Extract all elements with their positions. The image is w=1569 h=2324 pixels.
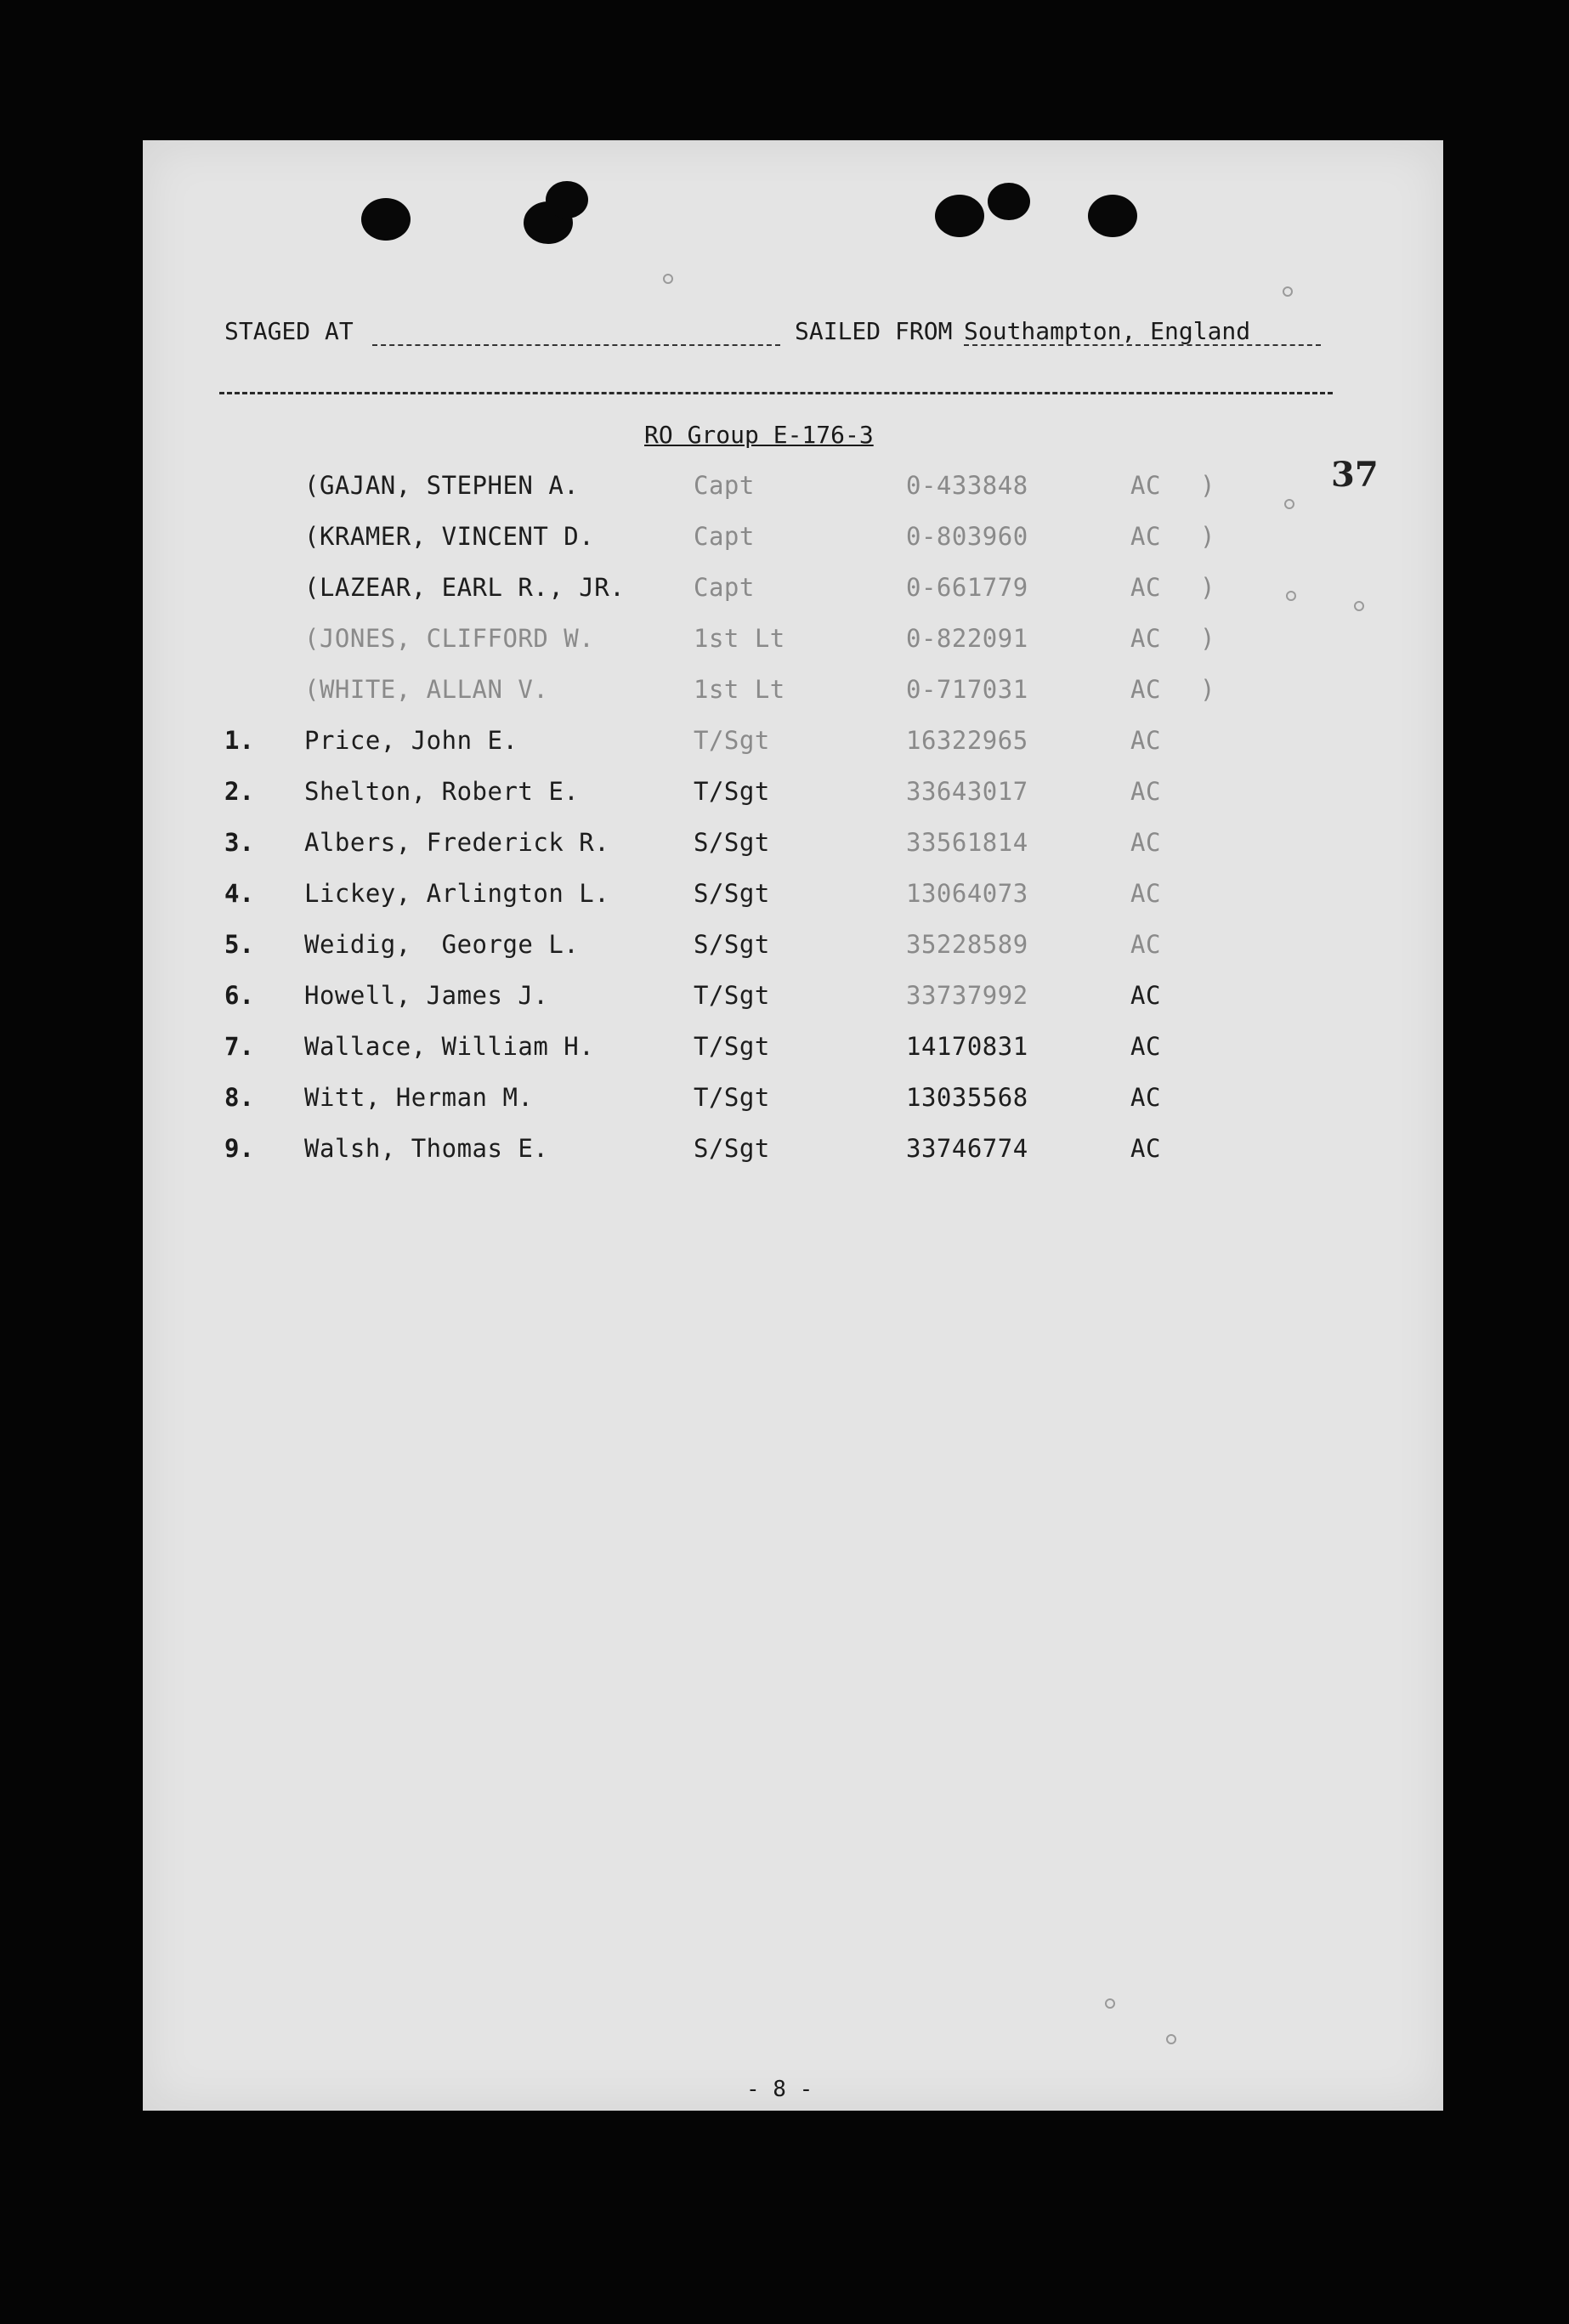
officer-name: (JONES, CLIFFORD W. (304, 624, 595, 653)
officer-rank: Capt (694, 522, 755, 551)
enlisted-rank: S/Sgt (694, 879, 770, 908)
sailed-from-value: Southampton, England (964, 317, 1251, 345)
officer-serial: 0-717031 (906, 675, 1028, 704)
punch-hole (988, 183, 1030, 220)
enlisted-name: Weidig, George L. (304, 930, 580, 959)
officer-bracket: ) (1200, 522, 1215, 551)
speck (1166, 2034, 1176, 2044)
enlisted-branch: AC (1130, 726, 1161, 755)
speck (1284, 499, 1294, 509)
document-page (143, 140, 1443, 2111)
punch-hole (1088, 195, 1137, 237)
enlisted-branch: AC (1130, 981, 1161, 1010)
row-number: 9. (224, 1134, 254, 1163)
header-rule (219, 392, 1333, 394)
enlisted-name: Price, John E. (304, 726, 518, 755)
row-number: 6. (224, 981, 254, 1010)
enlisted-serial: 35228589 (906, 930, 1028, 959)
row-number: 8. (224, 1083, 254, 1112)
page-number: - 8 - (746, 2077, 813, 2102)
enlisted-rank: T/Sgt (694, 777, 770, 806)
speck (1354, 601, 1364, 611)
enlisted-serial: 13064073 (906, 879, 1028, 908)
officer-branch: AC (1130, 471, 1161, 500)
enlisted-serial: 14170831 (906, 1032, 1028, 1061)
staged-at-label: STAGED AT (224, 317, 354, 345)
enlisted-branch: AC (1130, 1032, 1161, 1061)
officer-serial: 0-822091 (906, 624, 1028, 653)
row-number: 5. (224, 930, 254, 959)
officer-branch: AC (1130, 522, 1161, 551)
enlisted-rank: T/Sgt (694, 1083, 770, 1112)
officer-bracket: ) (1200, 471, 1215, 500)
row-number: 4. (224, 879, 254, 908)
enlisted-serial: 33561814 (906, 828, 1028, 857)
row-number: 1. (224, 726, 254, 755)
page-stamp: 37 (1331, 455, 1379, 495)
enlisted-name: Witt, Herman M. (304, 1083, 534, 1112)
enlisted-rank: S/Sgt (694, 828, 770, 857)
enlisted-branch: AC (1130, 1083, 1161, 1112)
officer-rank: Capt (694, 573, 755, 602)
row-number: 3. (224, 828, 254, 857)
enlisted-branch: AC (1130, 828, 1161, 857)
officer-branch: AC (1130, 675, 1161, 704)
enlisted-name: Albers, Frederick R. (304, 828, 610, 857)
enlisted-branch: AC (1130, 777, 1161, 806)
punch-hole (546, 181, 588, 218)
enlisted-rank: S/Sgt (694, 930, 770, 959)
enlisted-name: Howell, James J. (304, 981, 549, 1010)
officer-rank: 1st Lt (694, 624, 785, 653)
enlisted-serial: 33737992 (906, 981, 1028, 1010)
officer-branch: AC (1130, 573, 1161, 602)
enlisted-serial: 16322965 (906, 726, 1028, 755)
enlisted-serial: 33746774 (906, 1134, 1028, 1163)
row-number: 7. (224, 1032, 254, 1061)
speck (1283, 286, 1293, 297)
enlisted-name: Lickey, Arlington L. (304, 879, 610, 908)
staged-at-blank (372, 344, 780, 346)
officer-rank: Capt (694, 471, 755, 500)
speck (663, 274, 673, 284)
enlisted-rank: T/Sgt (694, 1032, 770, 1061)
sailed-from-underline (964, 344, 1321, 346)
officer-name: (WHITE, ALLAN V. (304, 675, 549, 704)
sailed-from-label: SAILED FROM (795, 317, 953, 345)
enlisted-branch: AC (1130, 1134, 1161, 1163)
punch-hole (361, 198, 411, 241)
officer-serial: 0-661779 (906, 573, 1028, 602)
group-title: RO Group E-176-3 (644, 421, 874, 449)
enlisted-serial: 33643017 (906, 777, 1028, 806)
officer-name: (KRAMER, VINCENT D. (304, 522, 595, 551)
enlisted-serial: 13035568 (906, 1083, 1028, 1112)
enlisted-rank: T/Sgt (694, 726, 770, 755)
enlisted-name: Shelton, Robert E. (304, 777, 580, 806)
enlisted-rank: T/Sgt (694, 981, 770, 1010)
officer-bracket: ) (1200, 624, 1215, 653)
officer-bracket: ) (1200, 573, 1215, 602)
enlisted-branch: AC (1130, 879, 1161, 908)
officer-branch: AC (1130, 624, 1161, 653)
officer-rank: 1st Lt (694, 675, 785, 704)
enlisted-rank: S/Sgt (694, 1134, 770, 1163)
enlisted-name: Walsh, Thomas E. (304, 1134, 549, 1163)
officer-name: (GAJAN, STEPHEN A. (304, 471, 580, 500)
officer-name: (LAZEAR, EARL R., JR. (304, 573, 626, 602)
speck (1286, 591, 1296, 601)
speck (1105, 1998, 1115, 2009)
officer-bracket: ) (1200, 675, 1215, 704)
officer-serial: 0-803960 (906, 522, 1028, 551)
punch-hole (935, 195, 984, 237)
row-number: 2. (224, 777, 254, 806)
officer-serial: 0-433848 (906, 471, 1028, 500)
enlisted-name: Wallace, William H. (304, 1032, 595, 1061)
enlisted-branch: AC (1130, 930, 1161, 959)
